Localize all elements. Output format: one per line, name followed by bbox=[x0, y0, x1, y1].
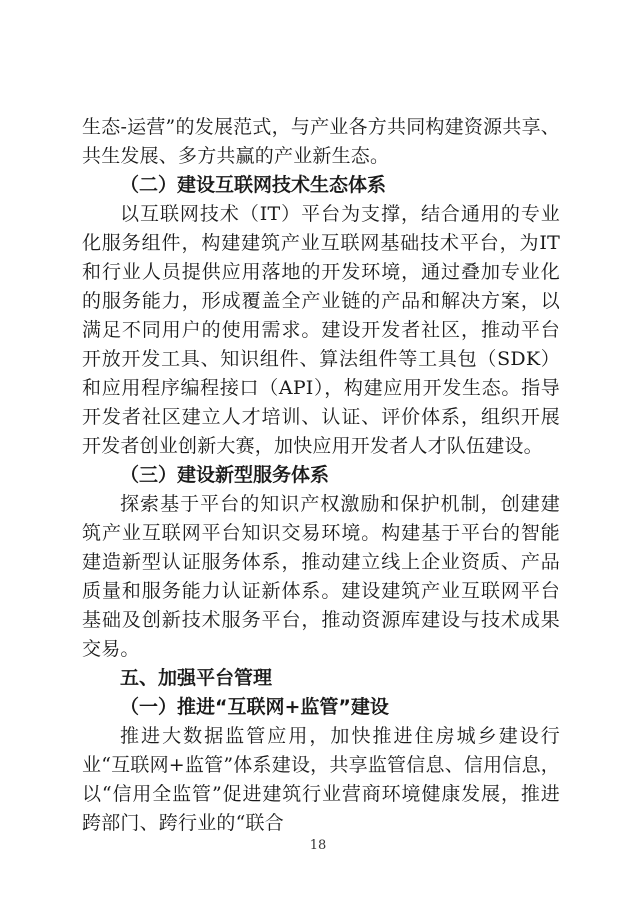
document-body bbox=[82, 113, 560, 838]
chapter-heading-5: 五、加强平台管理 bbox=[120, 667, 273, 689]
paragraph-it-ecosystem: 以互联网技术（IT）平台为支撑，结合通用的专业化服务组件，构建建筑产业互联网基础技术平台，为IT和行业人员提供应用落地的开发环境，通过叠加专业化的服务能力，形成覆盖全产业链的产品和解决方案，以满足不同用户的使用需求。建设开发者社区，推动平台开放开发工具、知识组件、算法组件等工具包（SDK）和应用程序编程接口（API），构建应用开发生态。指导开发者社区建立人才培训、认证、评价体系，组织开展开发者创业创新大赛，加快应用开发者人才队伍建设。 bbox=[82, 203, 560, 457]
section-heading-5-1: （一）推进“互联网+监管”建设 bbox=[120, 696, 389, 718]
section-heading-2: （二）建设互联网技术生态体系 bbox=[120, 174, 387, 196]
paragraph-service-system: 探索基于平台的知识产权激励和保护机制，创建建筑产业互联网平台知识交易环境。构建基于平台的智能建造新型认证服务体系，推动建立线上企业资质、产品质量和服务能力认证新体系。建设建筑产业互联网平台基础及创新技术服务平台，推动资源库建设与技术成果交易。 bbox=[82, 493, 560, 660]
paragraph-internet-supervision: 推进大数据监管应用，加快推进住房城乡建设行业“互联网+监管”体系建设，共享监管信息、信用信息，以“信用全监管”促进建筑行业营商环境健康发展，推进跨部门、跨行业的“联合 bbox=[82, 725, 560, 834]
paragraph-continuation: 生态-运营”的发展范式，与产业各方共同构建资源共享、共生发展、多方共赢的产业新生态。 bbox=[82, 116, 560, 167]
page-number: 18 bbox=[309, 838, 327, 853]
section-heading-3: （三）建设新型服务体系 bbox=[120, 464, 330, 486]
